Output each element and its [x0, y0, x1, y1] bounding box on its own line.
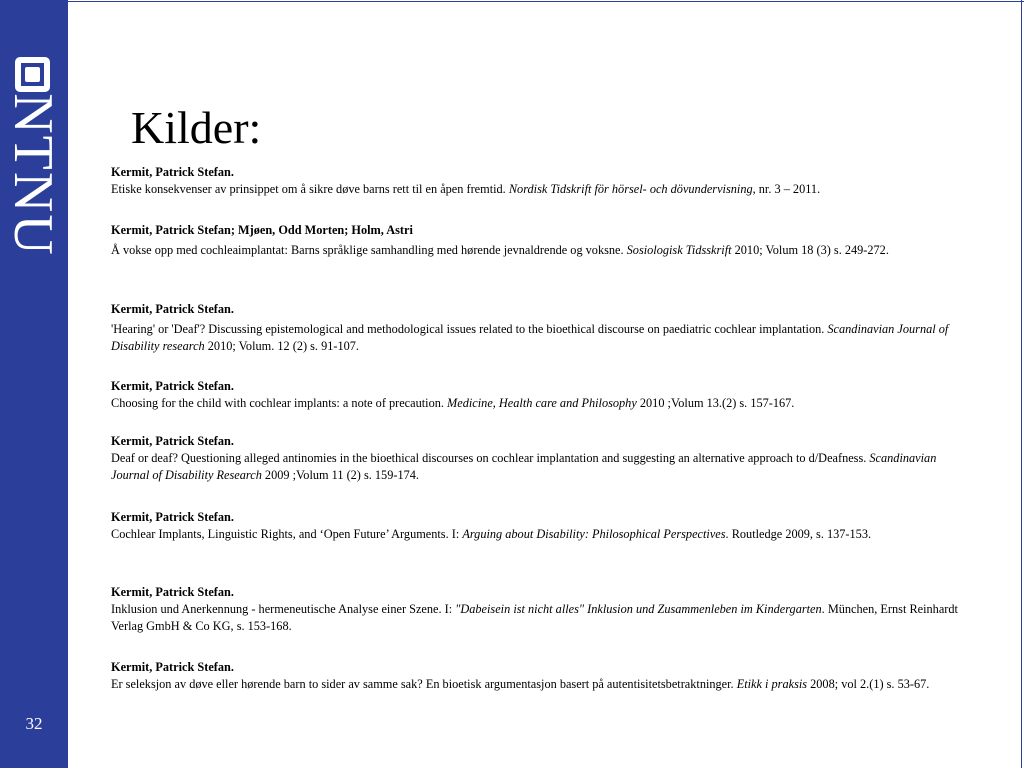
reference-text: Deaf or deaf? Questioning alleged antinomies in the bioethical discourses on cochlear implantation and suggesting an alternative approach to d/Deafness. Scandinavian Journal of Disability Research 2009 ;Volum 11 (2) s. 159-174. — [111, 451, 937, 482]
reference-item — [111, 509, 973, 543]
reference-text: Å vokse opp med cochleaimplantat: Barns språklige samhandling med hørende jevnaldrende og voksne. Sosiologisk Tidsskrift 2010; Volum 18 (3) s. 249-272. — [111, 243, 889, 257]
ntnu-sidebar — [0, 0, 68, 768]
reference-author: Kermit, Patrick Stefan. — [111, 434, 234, 448]
reference-text: Cochlear Implants, Linguistic Rights, and ‘Open Future’ Arguments. I: Arguing about Disability: Philosophical Perspectives. Routledge 2009, s. 137-153. — [111, 527, 872, 541]
reference-text: Etiske konsekvenser av prinsippet om å sikre døve barns rett til en åpen fremtid. Nordisk Tidskrift för hörsel- och dövundervisning, nr. 3 – 2011. — [111, 182, 821, 196]
reference-journal: Etikk i praksis — [736, 677, 808, 691]
reference-journal: Sosiologisk Tidsskrift — [626, 243, 732, 257]
reference-item — [111, 433, 973, 484]
reference-item — [111, 378, 973, 412]
reference-item — [111, 659, 973, 693]
ntnu-logo-text: NTNU — [2, 93, 64, 257]
reference-author: Kermit, Patrick Stefan; Mjøen, Odd Morten; Holm, Astri — [111, 223, 413, 237]
reference-author: Kermit, Patrick Stefan. — [111, 510, 234, 524]
reference-author: Kermit, Patrick Stefan. — [111, 585, 234, 599]
reference-journal: Scandinavian Journal of Disability research — [111, 322, 949, 353]
reference-text: Er seleksjon av døve eller hørende barn to sider av samme sak? En bioetisk argumentasjon basert på autentisitetsbetraktninger. Etikk i praksis 2008; vol 2.(1) s. 53-67. — [111, 677, 930, 691]
reference-author: Kermit, Patrick Stefan. — [111, 165, 234, 179]
reference-author: Kermit, Patrick Stefan. — [111, 379, 234, 393]
reference-text: Inklusion und Anerkennung - hermeneutische Analyse einer Szene. I: "Dabeisein ist nicht alles" Inklusion und Zusammenleben im Kindergarten. München, Ernst Reinhardt Verlag GmbH & Co KG, s. 153-168. — [111, 602, 958, 633]
reference-journal: Scandinavian Journal of Disability Research — [111, 451, 937, 482]
right-border — [1021, 0, 1022, 768]
reference-journal: "Dabeisein ist nicht alles" Inklusion und Zusammenleben im Kindergarten — [455, 602, 822, 616]
reference-journal: Arguing about Disability: Philosophical Perspectives — [462, 527, 726, 541]
reference-journal: Nordisk Tidskrift för hörsel- och dövundervisning — [508, 182, 753, 196]
reference-item — [111, 301, 973, 355]
reference-text: 'Hearing' or 'Deaf'? Discussing epistemological and methodological issues related to the bioethical discourse on paediatric cochlear implantation. Scandinavian Journal of Disability research 2010; Volum. 12 (2) s. 91-107. — [111, 322, 949, 353]
reference-item — [111, 164, 973, 198]
page-number: 32 — [25, 714, 43, 733]
reference-item — [111, 222, 973, 259]
slide-title: Kilder: — [131, 102, 262, 153]
reference-author: Kermit, Patrick Stefan. — [111, 660, 234, 674]
reference-text: Choosing for the child with cochlear implants: a note of precaution. Medicine, Health care and Philosophy 2010 ;Volum 13.(2) s. 157-167. — [111, 396, 795, 410]
reference-author: Kermit, Patrick Stefan. — [111, 302, 234, 316]
reference-item — [111, 584, 973, 635]
top-border — [68, 1, 1024, 2]
reference-journal: Medicine, Health care and Philosophy — [447, 396, 637, 410]
ntnu-logo-icon — [15, 57, 50, 92]
